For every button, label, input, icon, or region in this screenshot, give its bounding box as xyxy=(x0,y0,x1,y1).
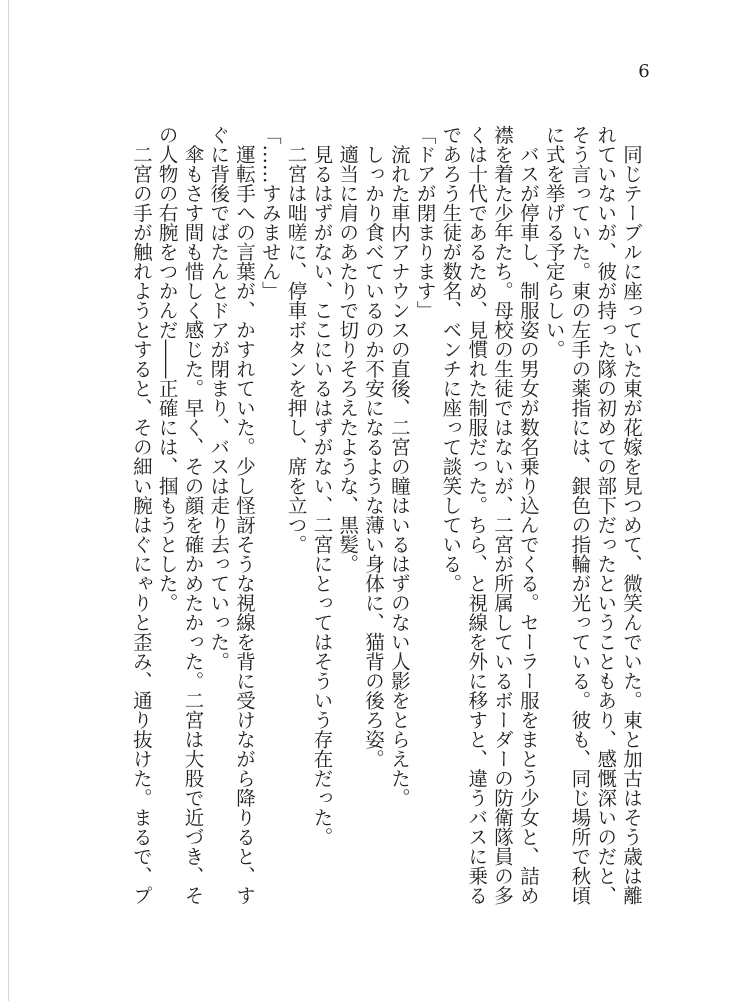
text-column: 流れた車内アナウンスの直後、二宮の瞳はいるはずのない人影をとらえた。 xyxy=(387,125,411,808)
text-column: に式を挙げる予定らしい。 xyxy=(542,125,566,359)
text-column: 「ドアが閉まります」 xyxy=(413,125,437,320)
text-column: 見るはずがない、ここにいるはずがない、二宮にとってはそういう存在だった。 xyxy=(310,125,334,847)
page-number: 6 xyxy=(638,61,650,82)
text-column: の人物の右腕をつかんだ――正確には、掴もうとした。 xyxy=(155,125,179,613)
text-column: ぐに背後でばたんとドアが閉まり、バスは走り去っていった。 xyxy=(207,125,231,671)
text-column: 二宮の手が触れようとすると、その細い腕はぐにゃりと歪み、通り抜けた。まるで、プ xyxy=(129,125,153,905)
text-column: 適当に肩のあたりで切りそろえたような、黒髪。 xyxy=(336,125,360,574)
text-column: くは十代であるため、見慣れた制服だった。ちら、と視線を外に移すと、違うバスに乗る xyxy=(465,125,489,905)
page-edge xyxy=(8,0,9,1001)
text-column: そう言っていた。東の左手の薬指には、銀色の指輪が光っている。彼も、同じ場所で秋頃 xyxy=(568,125,592,905)
vertical-text-body xyxy=(128,125,644,905)
text-column: 傘もさす間も惜しく感じた。早く、その顔を確かめたかった。二宮は大股で近づき、そ xyxy=(181,125,205,905)
text-column: 同じテーブルに座っていた東が花嫁を見つめて、微笑んでいた。東と加古はそう歳は離 xyxy=(620,125,643,905)
text-column: れていないが、彼が持った隊の初めての部下だったということもあり、感慨深いのだと、 xyxy=(594,125,618,905)
text-column: であろう生徒が数名、ベンチに座って談笑している。 xyxy=(439,125,463,593)
text-column: 二宮は咄嗟に、停車ボタンを押し、席を立つ。 xyxy=(284,125,308,554)
text-column: 「……すみません」 xyxy=(258,125,282,301)
text-column: しっかり食べているのか不安になるような薄い身体に、猫背の後ろ姿。 xyxy=(362,125,386,769)
text-column: 運転手への言葉が、かすれていた。少し怪訝そうな視線を背に受けながら降りると、す xyxy=(233,125,257,905)
text-column: バスが停車し、制服姿の男女が数名乗り込んでくる。セーラー服をまとう少女と、詰め xyxy=(516,125,540,905)
text-column: 襟を着た少年たち。母校の生徒ではないが、二宮が所属しているボーダーの防衛隊員の多 xyxy=(491,125,515,905)
